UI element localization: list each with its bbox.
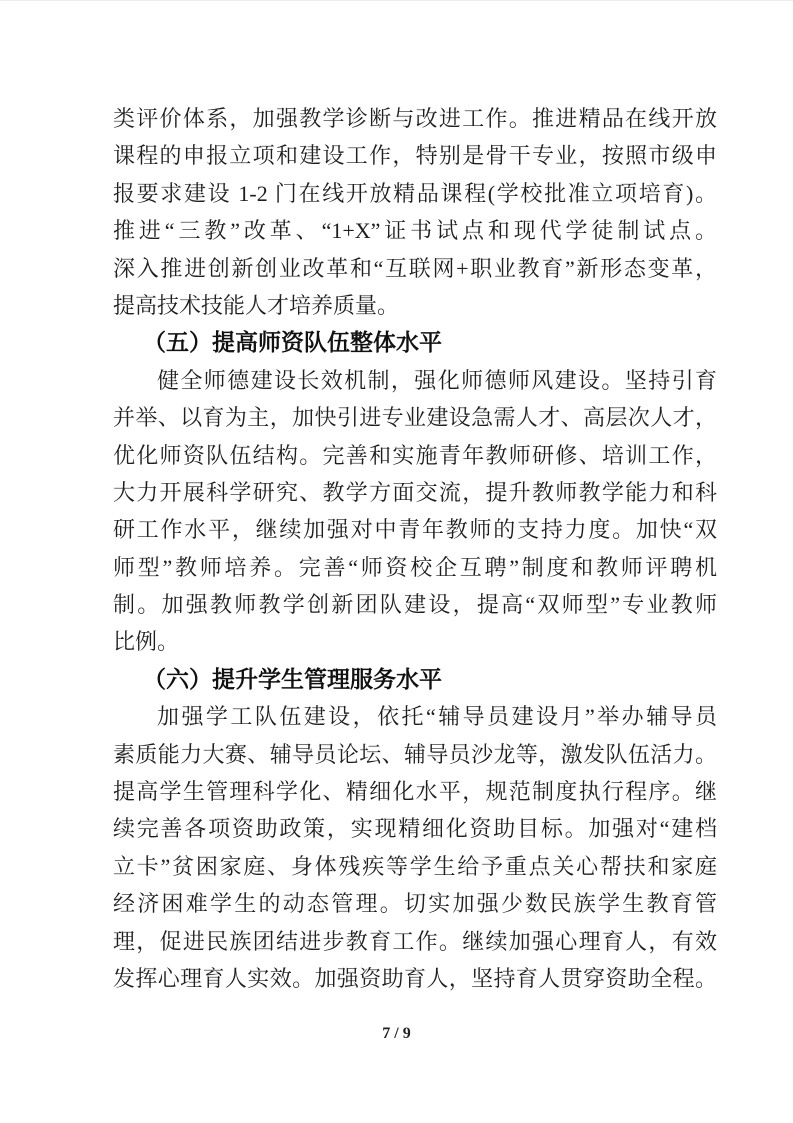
- body-text-line: 研工作水平，继续加强对中青年教师的支持力度。加快“双: [113, 517, 717, 543]
- body-text-line: 素质能力大赛、辅导员论坛、辅导员沙龙等，激发队伍活力。: [113, 741, 717, 767]
- body-text-line: 发挥心理育人实效。加强资助育人，坚持育人贯穿资助全程。: [113, 965, 717, 991]
- body-text-line: 经济困难学生的动态管理。切实加强少数民族学生教育管: [113, 891, 717, 917]
- body-text-line: 制。加强教师教学创新团队建设，提高“双师型”专业教师: [113, 592, 717, 618]
- body-text-line: 加强学工队伍建设，依托“辅导员建设月”举办辅导员: [157, 704, 717, 730]
- body-text-line: 大力开展科学研究、教学方面交流，提升教师教学能力和科: [113, 479, 717, 505]
- body-text-line: 课程的申报立项和建设工作，特别是骨干专业，按照市级申: [113, 143, 717, 169]
- body-text-line: 健全师德建设长效机制，强化师德师风建设。坚持引育: [157, 367, 717, 393]
- body-text-line: 比例。: [113, 629, 180, 655]
- body-text-line: 优化师资队伍结构。完善和实施青年教师研修、培训工作，: [113, 442, 717, 468]
- body-text-line: 提高学生管理科学化、精细化水平，规范制度执行程序。继: [113, 779, 717, 805]
- document-body: [113, 100, 717, 997]
- body-text-line: 提高技术技能人才培养质量。: [113, 292, 400, 318]
- section-heading-6: （六）提升学生管理服务水平: [143, 665, 442, 692]
- section-heading-5: （五）提高师资队伍整体水平: [143, 329, 442, 356]
- body-text-line: 推进“三教”改革、“1+X”证书试点和现代学徒制试点。: [113, 218, 717, 244]
- body-text-line: 理，促进民族团结进步教育工作。继续加强心理育人，有效: [113, 928, 717, 954]
- body-text-line: 立卡”贫困家庭、身体残疾等学生给予重点关心帮扶和家庭: [113, 853, 717, 879]
- body-text-line: 报要求建设 1-2 门在线开放精品课程(学校批准立项培育)。: [113, 180, 717, 206]
- body-text-line: 深入推进创新创业改革和“互联网+职业教育”新形态变革，: [113, 255, 717, 281]
- body-text-line: 续完善各项资助政策，实现精细化资助目标。加强对“建档: [113, 816, 717, 842]
- page-number: 7 / 9: [382, 1025, 411, 1042]
- body-text-line: 并举、以育为主，加快引进专业建设急需人才、高层次人才，: [113, 405, 717, 431]
- body-text-line: 师型”教师培养。完善“师资校企互聘”制度和教师评聘机: [113, 554, 717, 580]
- body-text-line: 类评价体系，加强教学诊断与改进工作。推进精品在线开放: [113, 106, 717, 131]
